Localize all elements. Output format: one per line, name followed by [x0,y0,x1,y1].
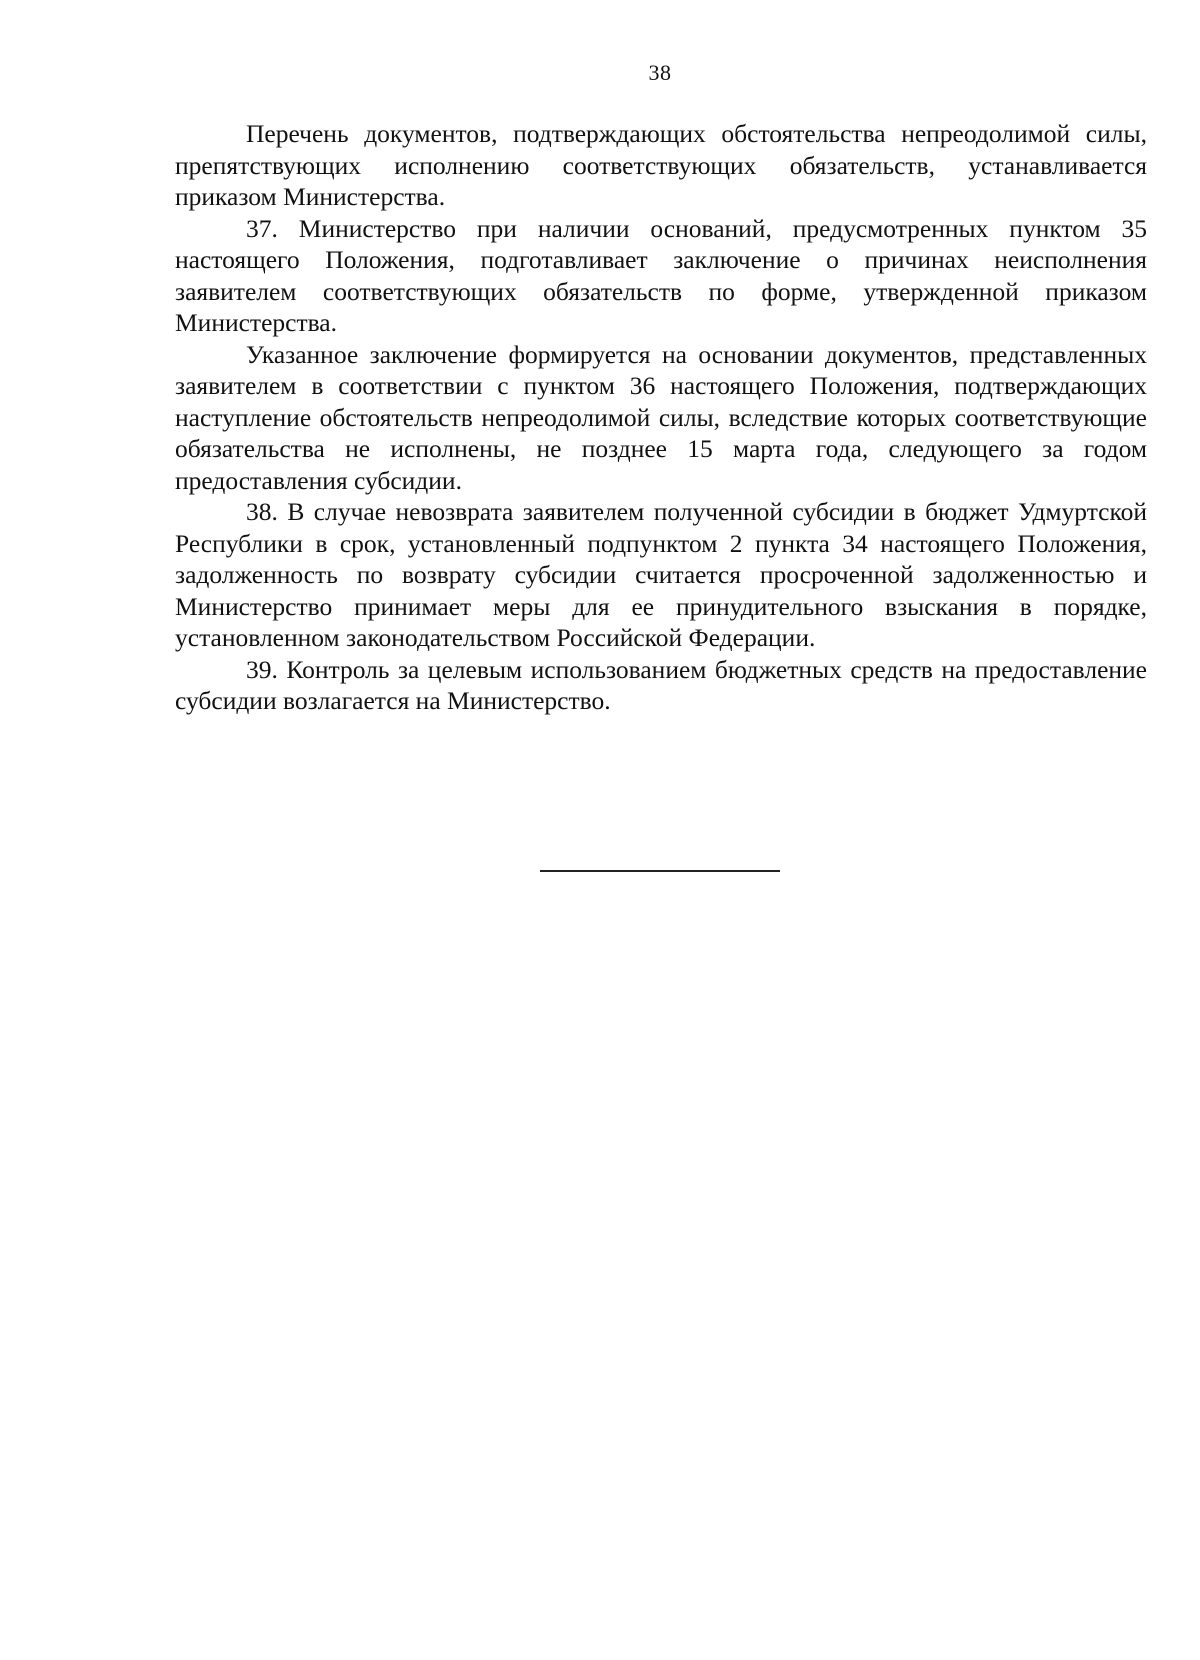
page-number: 38 [648,60,672,85]
document-body [175,118,1147,717]
paragraph-force-majeure-documents: Перечень документов, подтверждающих обстоятельства непреодолимой силы, препятствующих исполнению соответствующих обязательств, устанавливается приказом Министерства. [175,119,1147,211]
paragraph-39: 39. Контроль за целевым использованием бюджетных средств на предоставление субсидии возлагается на Министерство. [175,654,1147,715]
end-of-document-rule [540,870,780,872]
paragraph-conclusion-basis: Указанное заключение формируется на основании документов, представленных заявителем в соответствии с пунктом 36 настоящего Положения, подтверждающих наступление обстоятельств непреодолимой силы, вследствие которых соответствующие обязательства не исполнены, не позднее 15 марта года, следующего за годом предоставления субсидии. [175,339,1147,495]
paragraph-37: 37. Министерство при наличии оснований, предусмотренных пунктом 35 настоящего Положения, подготавливает заключение о причинах неисполнения заявителем соответствующих обязательств по форме, утвержденной приказом Министерства. [175,213,1147,337]
paragraph-38: 38. В случае невозврата заявителем полученной субсидии в бюджет Удмуртской Республики в срок, установленный подпунктом 2 пункта 34 настоящего Положения, задолженность по возврату субсидии считается просроченной задолженностью и Министерство принимает меры для ее принудительного взыскания в порядке, установленном законодательством Российской Федерации. [175,497,1147,652]
